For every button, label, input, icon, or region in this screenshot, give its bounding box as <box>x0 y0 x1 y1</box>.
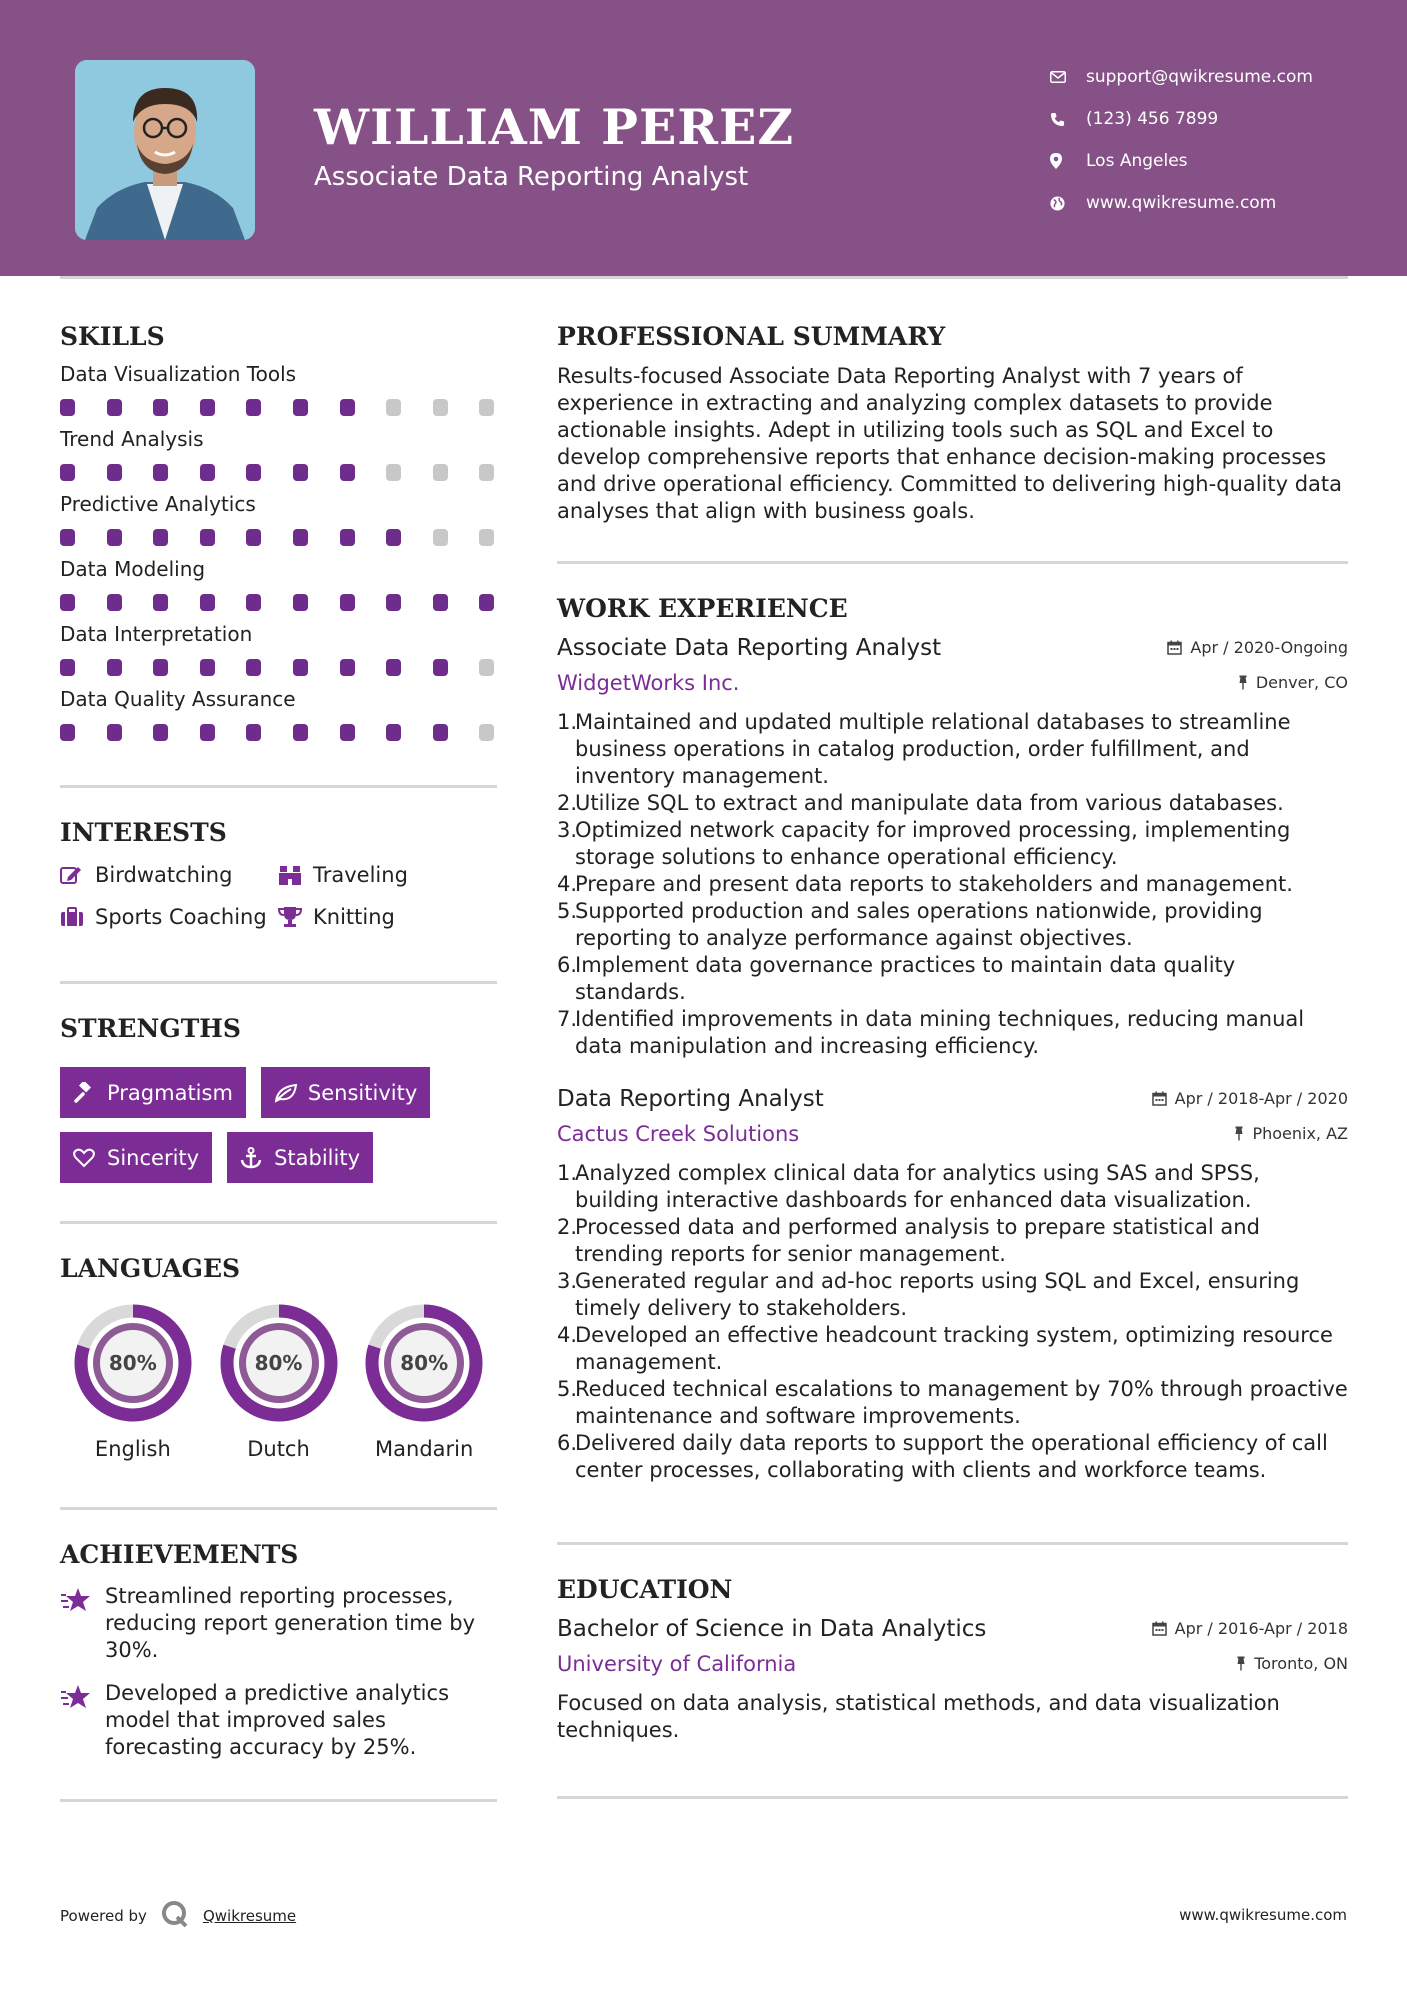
rating-dot-empty <box>479 464 494 481</box>
rating-dot-empty <box>479 724 494 741</box>
rating-dot-filled <box>107 529 122 546</box>
summary-title: PROFESSIONAL SUMMARY <box>557 322 946 351</box>
strength-label: Pragmatism <box>107 1080 233 1105</box>
trophy-icon <box>278 906 313 928</box>
job-bullet <box>557 1322 1348 1376</box>
job-bullets <box>557 1160 1348 1484</box>
rating-dot-filled <box>293 724 308 741</box>
rating-dot-filled <box>340 724 355 741</box>
rating-dot-filled <box>60 659 75 676</box>
rating-dot-filled <box>386 724 401 741</box>
profile-photo <box>75 60 255 240</box>
contact-email[interactable] <box>1050 56 1313 98</box>
job-bullet <box>557 709 1348 790</box>
rating-dot-filled <box>479 594 494 611</box>
rating-dot-filled <box>293 529 308 546</box>
section-divider <box>557 1796 1348 1799</box>
rating-dot-filled <box>246 464 261 481</box>
education-title: EDUCATION <box>557 1575 733 1604</box>
rating-dot-filled <box>386 529 401 546</box>
experience-section <box>557 594 1348 1484</box>
job-bullet <box>557 952 1348 1006</box>
phone-icon <box>1050 112 1086 127</box>
experience-title: WORK EXPERIENCE <box>557 594 848 623</box>
briefcase-icon <box>60 907 95 927</box>
rating-dot-filled <box>433 724 448 741</box>
job-company: Cactus Creek Solutions <box>557 1122 800 1146</box>
skills-list <box>60 361 497 741</box>
bullet-number: 1. <box>557 710 578 734</box>
bullet-number: 5. <box>557 1377 578 1401</box>
rating-dot-filled <box>153 529 168 546</box>
rating-dot-filled <box>107 724 122 741</box>
language-item <box>351 1303 497 1461</box>
job-dates-text: Apr / 2020-Ongoing <box>1190 638 1348 657</box>
calendar-icon <box>1167 640 1182 655</box>
education-description: Focused on data analysis, statistical methods, and data visualization techniques. <box>557 1691 1280 1742</box>
header-divider <box>60 276 1348 279</box>
powered-by-label: Powered by <box>60 1907 147 1925</box>
bullet-text: Optimized network capacity for improved processing, implementing storage solutions to enhance operational efficiency. <box>575 818 1291 869</box>
rating-dot-filled <box>200 464 215 481</box>
rating-dot-filled <box>60 529 75 546</box>
bullet-text: Delivered daily data reports to support the operational efficiency of call center processes, collaborating with clients and workforce teams. <box>575 1431 1328 1482</box>
rating-dot-filled <box>340 529 355 546</box>
rating-dot-filled <box>200 724 215 741</box>
interest-item <box>60 863 278 887</box>
section-divider <box>60 1799 497 1802</box>
bullet-text: Developed an effective headcount tracking system, optimizing resource management. <box>575 1323 1333 1374</box>
footer-website[interactable]: www.qwikresume.com <box>1179 1906 1347 1924</box>
job-bullet <box>557 790 1348 817</box>
job-bullet <box>557 898 1348 952</box>
achievement-item <box>60 1583 497 1664</box>
education-dates-text: Apr / 2016-Apr / 2018 <box>1174 1619 1348 1638</box>
language-percent: 80% <box>400 1351 449 1375</box>
section-divider <box>557 1542 1348 1545</box>
language-progress-ring <box>219 1303 339 1423</box>
jobs-list <box>557 635 1348 1484</box>
interest-label: Sports Coaching <box>95 905 267 929</box>
job-sub <box>557 1122 1348 1146</box>
contact-location <box>1050 140 1313 182</box>
language-name: English <box>94 1437 171 1461</box>
bullet-number: 2. <box>557 1215 578 1239</box>
skill-name: Predictive Analytics <box>60 492 256 516</box>
strength-tag <box>227 1132 373 1183</box>
leaf-icon <box>274 1083 308 1103</box>
language-percent: 80% <box>108 1351 157 1375</box>
bullet-number: 3. <box>557 818 578 842</box>
education-dates <box>1152 1619 1348 1638</box>
rating-dot-filled <box>293 399 308 416</box>
education-sub <box>557 1652 1348 1676</box>
strength-label: Sensitivity <box>307 1080 418 1105</box>
resume-header <box>0 0 1407 276</box>
strength-tag <box>60 1067 246 1118</box>
job-title: Associate Data Reporting Analyst <box>557 635 942 661</box>
achievement-item <box>60 1680 497 1761</box>
job-bullets <box>557 709 1348 1060</box>
rating-dot-filled <box>386 659 401 676</box>
job-title: Data Reporting Analyst <box>557 1086 824 1112</box>
edit-icon <box>60 865 95 885</box>
interests-title: INTERESTS <box>60 818 227 847</box>
heart-icon <box>73 1148 107 1168</box>
left-column <box>60 322 497 1802</box>
skill-rating <box>60 594 497 611</box>
calendar-icon <box>1152 1621 1167 1636</box>
rating-dot-filled <box>153 464 168 481</box>
rating-dot-empty <box>386 464 401 481</box>
interests-list <box>60 863 497 929</box>
strengths-tags <box>60 1067 497 1183</box>
rating-dot-filled <box>340 659 355 676</box>
right-column <box>557 322 1348 1799</box>
language-item <box>206 1303 352 1461</box>
rating-dot-empty <box>479 529 494 546</box>
job-sub <box>557 671 1348 695</box>
rating-dot-filled <box>433 594 448 611</box>
rating-dot-filled <box>246 659 261 676</box>
achievement-text: Developed a predictive analytics model that improved sales forecasting accuracy by 25%. <box>105 1681 450 1759</box>
job-bullet <box>557 871 1348 898</box>
rating-dot-filled <box>293 594 308 611</box>
envelope-icon <box>1050 71 1086 83</box>
contact-phone-text: (123) 456 7899 <box>1086 109 1219 129</box>
job-bullet <box>557 1268 1348 1322</box>
interest-item <box>60 905 278 929</box>
contact-list <box>1050 56 1313 224</box>
interest-label: Traveling <box>313 863 408 887</box>
bullet-text: Processed data and performed analysis to prepare statistical and trending reports for senior management. <box>575 1215 1260 1266</box>
map-pin-icon <box>1050 153 1086 169</box>
skill-rating <box>60 529 497 546</box>
languages-title: LANGUAGES <box>60 1254 241 1283</box>
skill-name: Data Visualization Tools <box>60 362 297 386</box>
achievement-text: Streamlined reporting processes, reducing report generation time by 30%. <box>105 1584 476 1662</box>
job-entry <box>557 635 1348 1060</box>
job-bullet <box>557 1214 1348 1268</box>
strengths-title: STRENGTHS <box>60 1014 241 1043</box>
qwikresume-logo-icon <box>161 1900 189 1932</box>
strength-tag <box>261 1067 430 1118</box>
bullet-text: Prepare and present data reports to stakeholders and management. <box>575 872 1293 896</box>
job-head <box>557 1086 1348 1112</box>
education-section <box>557 1575 1348 1744</box>
star-award-icon <box>60 1583 105 1664</box>
strength-tag <box>60 1132 212 1183</box>
language-item <box>60 1303 206 1461</box>
interest-label: Knitting <box>313 905 395 929</box>
language-progress-ring <box>73 1303 193 1423</box>
achievements-section <box>60 1540 497 1761</box>
strengths-section <box>60 1014 497 1183</box>
rating-dot-filled <box>200 529 215 546</box>
rating-dot-filled <box>340 399 355 416</box>
footer-powered-by <box>60 1900 296 1932</box>
rating-dot-filled <box>200 594 215 611</box>
rating-dot-empty <box>479 399 494 416</box>
bullet-number: 1. <box>557 1161 578 1185</box>
calendar-icon <box>1152 1091 1167 1106</box>
contact-website-text: www.qwikresume.com <box>1086 193 1277 213</box>
gavel-icon <box>73 1082 107 1104</box>
job-company: WidgetWorks Inc. <box>557 671 740 695</box>
section-divider <box>60 1221 497 1224</box>
bullet-text: Identified improvements in data mining techniques, reducing manual data manipulation and increasing efficiency. <box>575 1007 1305 1058</box>
job-dates <box>1152 1089 1348 1108</box>
contact-website[interactable] <box>1050 182 1313 224</box>
rating-dot-filled <box>153 659 168 676</box>
globe-icon <box>1050 196 1086 211</box>
skill-rating <box>60 399 497 416</box>
job-bullet <box>557 1006 1348 1060</box>
bullet-number: 4. <box>557 872 578 896</box>
bullet-number: 5. <box>557 899 578 923</box>
section-divider <box>60 981 497 984</box>
rating-dot-filled <box>340 594 355 611</box>
rating-dot-filled <box>293 464 308 481</box>
job-head <box>557 635 1348 661</box>
job-bullet <box>557 817 1348 871</box>
language-progress-ring <box>364 1303 484 1423</box>
interest-label: Birdwatching <box>95 863 233 887</box>
rating-dot-filled <box>107 399 122 416</box>
skill-name: Data Modeling <box>60 557 206 581</box>
candidate-role: Associate Data Reporting Analyst <box>314 162 749 192</box>
job-bullet <box>557 1160 1348 1214</box>
rating-dot-filled <box>200 399 215 416</box>
job-bullet <box>557 1430 1348 1484</box>
education-school: University of California <box>557 1652 797 1676</box>
candidate-name: WILLIAM PEREZ <box>314 98 795 156</box>
bullet-number: 4. <box>557 1323 578 1347</box>
achievements-list <box>60 1583 497 1761</box>
binoculars-icon <box>278 864 313 886</box>
languages-section <box>60 1254 497 1461</box>
skills-section <box>60 322 497 741</box>
bullet-text: Maintained and updated multiple relational databases to streamline business operations in catalog production, order fulfillment, and inventory management. <box>575 710 1291 788</box>
section-divider <box>557 561 1348 564</box>
rating-dot-filled <box>153 724 168 741</box>
summary-section <box>557 322 1348 525</box>
job-location-text: Phoenix, AZ <box>1252 1124 1348 1143</box>
section-divider <box>60 785 497 788</box>
bullet-text: Generated regular and ad-hoc reports using SQL and Excel, ensuring timely delivery to stakeholders. <box>575 1269 1300 1320</box>
job-entry <box>557 1086 1348 1484</box>
rating-dot-filled <box>433 659 448 676</box>
section-divider <box>60 1507 497 1510</box>
contact-phone[interactable] <box>1050 98 1313 140</box>
bullet-text: Supported production and sales operations nationwide, providing reporting to analyze performance against objectives. <box>575 899 1263 950</box>
summary-text: Results-focused Associate Data Reporting Analyst with 7 years of experience in extracting and analyzing complex datasets to provide actionable insights. Adept in utilizing tools such as SQL and Excel to develop comprehensive reports that enhance decision-making processes and drive operational efficiency. Committed to delivering high-quality data analyses that align with business goals. <box>557 364 1343 523</box>
bullet-number: 2. <box>557 791 578 815</box>
skill-rating <box>60 659 497 676</box>
rating-dot-filled <box>60 464 75 481</box>
anchor-icon <box>240 1147 274 1169</box>
bullet-text: Implement data governance practices to maintain data quality standards. <box>575 953 1236 1004</box>
rating-dot-filled <box>107 594 122 611</box>
rating-dot-empty <box>479 659 494 676</box>
rating-dot-filled <box>60 594 75 611</box>
pushpin-icon <box>1234 1126 1244 1141</box>
rating-dot-filled <box>153 594 168 611</box>
skill-rating <box>60 724 497 741</box>
strength-label: Sincerity <box>107 1145 200 1170</box>
job-dates <box>1167 638 1348 657</box>
rating-dot-filled <box>107 659 122 676</box>
star-award-icon <box>60 1680 105 1761</box>
bullet-text: Utilize SQL to extract and manipulate data from various databases. <box>575 791 1284 815</box>
interests-section <box>60 818 497 929</box>
skill-name: Data Interpretation <box>60 622 253 646</box>
rating-dot-filled <box>60 724 75 741</box>
education-location-text: Toronto, ON <box>1254 1654 1348 1673</box>
language-percent: 80% <box>254 1351 303 1375</box>
rating-dot-empty <box>433 464 448 481</box>
skill-name: Data Quality Assurance <box>60 687 296 711</box>
qwikresume-link[interactable]: Qwikresume <box>202 1907 297 1925</box>
job-location-text: Denver, CO <box>1255 673 1348 692</box>
language-name: Dutch <box>247 1437 310 1461</box>
rating-dot-filled <box>246 529 261 546</box>
bullet-number: 6. <box>557 1431 578 1455</box>
pushpin-icon <box>1238 675 1248 690</box>
pushpin-icon <box>1236 1656 1246 1671</box>
rating-dot-filled <box>107 464 122 481</box>
rating-dot-empty <box>433 399 448 416</box>
languages-list <box>60 1303 497 1461</box>
bullet-text: Analyzed complex clinical data for analytics using SAS and SPSS, building interactive dashboards for enhanced data visualization. <box>575 1161 1260 1212</box>
rating-dot-filled <box>153 399 168 416</box>
job-bullet <box>557 1376 1348 1430</box>
rating-dot-filled <box>246 594 261 611</box>
bullet-number: 6. <box>557 953 578 977</box>
rating-dot-empty <box>386 399 401 416</box>
achievements-title: ACHIEVEMENTS <box>60 1540 299 1569</box>
education-head <box>557 1616 1348 1642</box>
bullet-number: 7. <box>557 1007 578 1031</box>
contact-location-text: Los Angeles <box>1086 151 1188 171</box>
rating-dot-filled <box>340 464 355 481</box>
education-degree: Bachelor of Science in Data Analytics <box>557 1616 987 1642</box>
rating-dot-filled <box>200 659 215 676</box>
rating-dot-filled <box>293 659 308 676</box>
rating-dot-filled <box>246 724 261 741</box>
skill-name: Trend Analysis <box>60 427 204 451</box>
job-dates-text: Apr / 2018-Apr / 2020 <box>1174 1089 1348 1108</box>
interest-item <box>278 905 488 929</box>
contact-email-text: support@qwikresume.com <box>1086 67 1313 87</box>
strength-label: Stability <box>274 1145 361 1170</box>
bullet-text: Reduced technical escalations to management by 70% through proactive maintenance and software improvements. <box>575 1377 1348 1428</box>
rating-dot-filled <box>386 594 401 611</box>
skill-rating <box>60 464 497 481</box>
interest-item <box>278 863 488 887</box>
skills-title: SKILLS <box>60 322 165 351</box>
rating-dot-empty <box>433 529 448 546</box>
rating-dot-filled <box>246 399 261 416</box>
job-location <box>1238 673 1348 692</box>
education-location <box>1236 1654 1348 1673</box>
rating-dot-filled <box>60 399 75 416</box>
language-name: Mandarin <box>375 1437 474 1461</box>
job-location <box>1234 1124 1348 1143</box>
bullet-number: 3. <box>557 1269 578 1293</box>
